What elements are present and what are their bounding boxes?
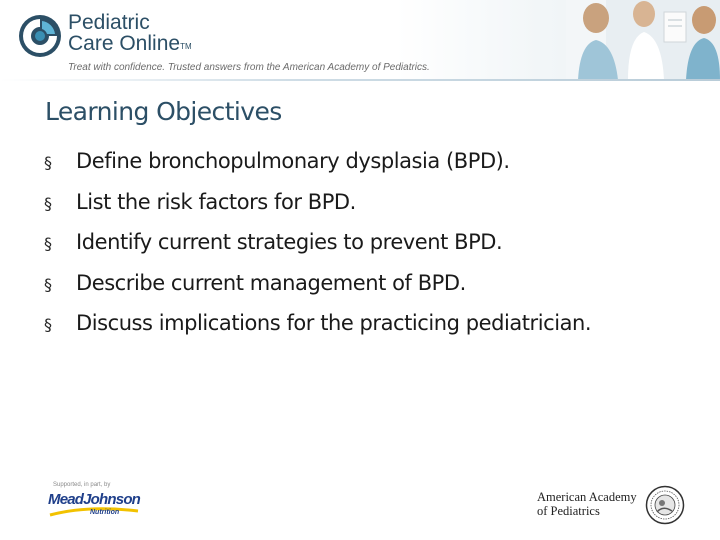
- bullet-icon: §: [44, 315, 52, 334]
- sponsor-name: MeadJohnson: [48, 491, 141, 508]
- aap-wordmark: [537, 490, 637, 518]
- aap-seal-icon: [645, 485, 685, 525]
- header-photo: [566, 0, 720, 80]
- logo-line-2: [68, 33, 192, 54]
- aap-line-1: American Academy: [537, 490, 637, 504]
- logo-trademark: TM: [180, 42, 192, 51]
- header-tagline: Treat with confidence. Trusted answers from the American Academy of Pediatrics.: [68, 62, 430, 73]
- header-divider: [0, 79, 720, 81]
- objective-text: Describe current management of BPD.: [76, 270, 466, 295]
- pediatric-care-online-logo-icon: [17, 13, 63, 59]
- sponsor-subtitle: Nutrition: [90, 509, 120, 516]
- logo-line-1: Pediatric: [68, 11, 150, 34]
- slide-title: Learning Objectives: [45, 97, 282, 126]
- bullet-icon: §: [44, 274, 52, 294]
- logo-line-2-text: Care Online: [68, 32, 181, 55]
- bullet-icon: §: [44, 153, 52, 172]
- objective-text: Identify current strategies to prevent BPD.: [76, 230, 503, 254]
- sponsor-label: Supported, in part, by: [53, 482, 111, 488]
- objective-text: Define bronchopulmonary dysplasia (BPD).: [76, 149, 510, 173]
- bullet-icon: §: [44, 234, 52, 253]
- objective-text: Discuss implications for the practicing pediatrician.: [76, 311, 592, 335]
- objective-text: List the risk factors for BPD.: [76, 189, 356, 214]
- logo-wordmark: [68, 12, 192, 54]
- aap-line-2: of Pediatrics: [537, 504, 600, 518]
- mead-johnson-logo: [48, 491, 140, 523]
- bullet-icon: §: [44, 193, 52, 213]
- header: [0, 0, 720, 82]
